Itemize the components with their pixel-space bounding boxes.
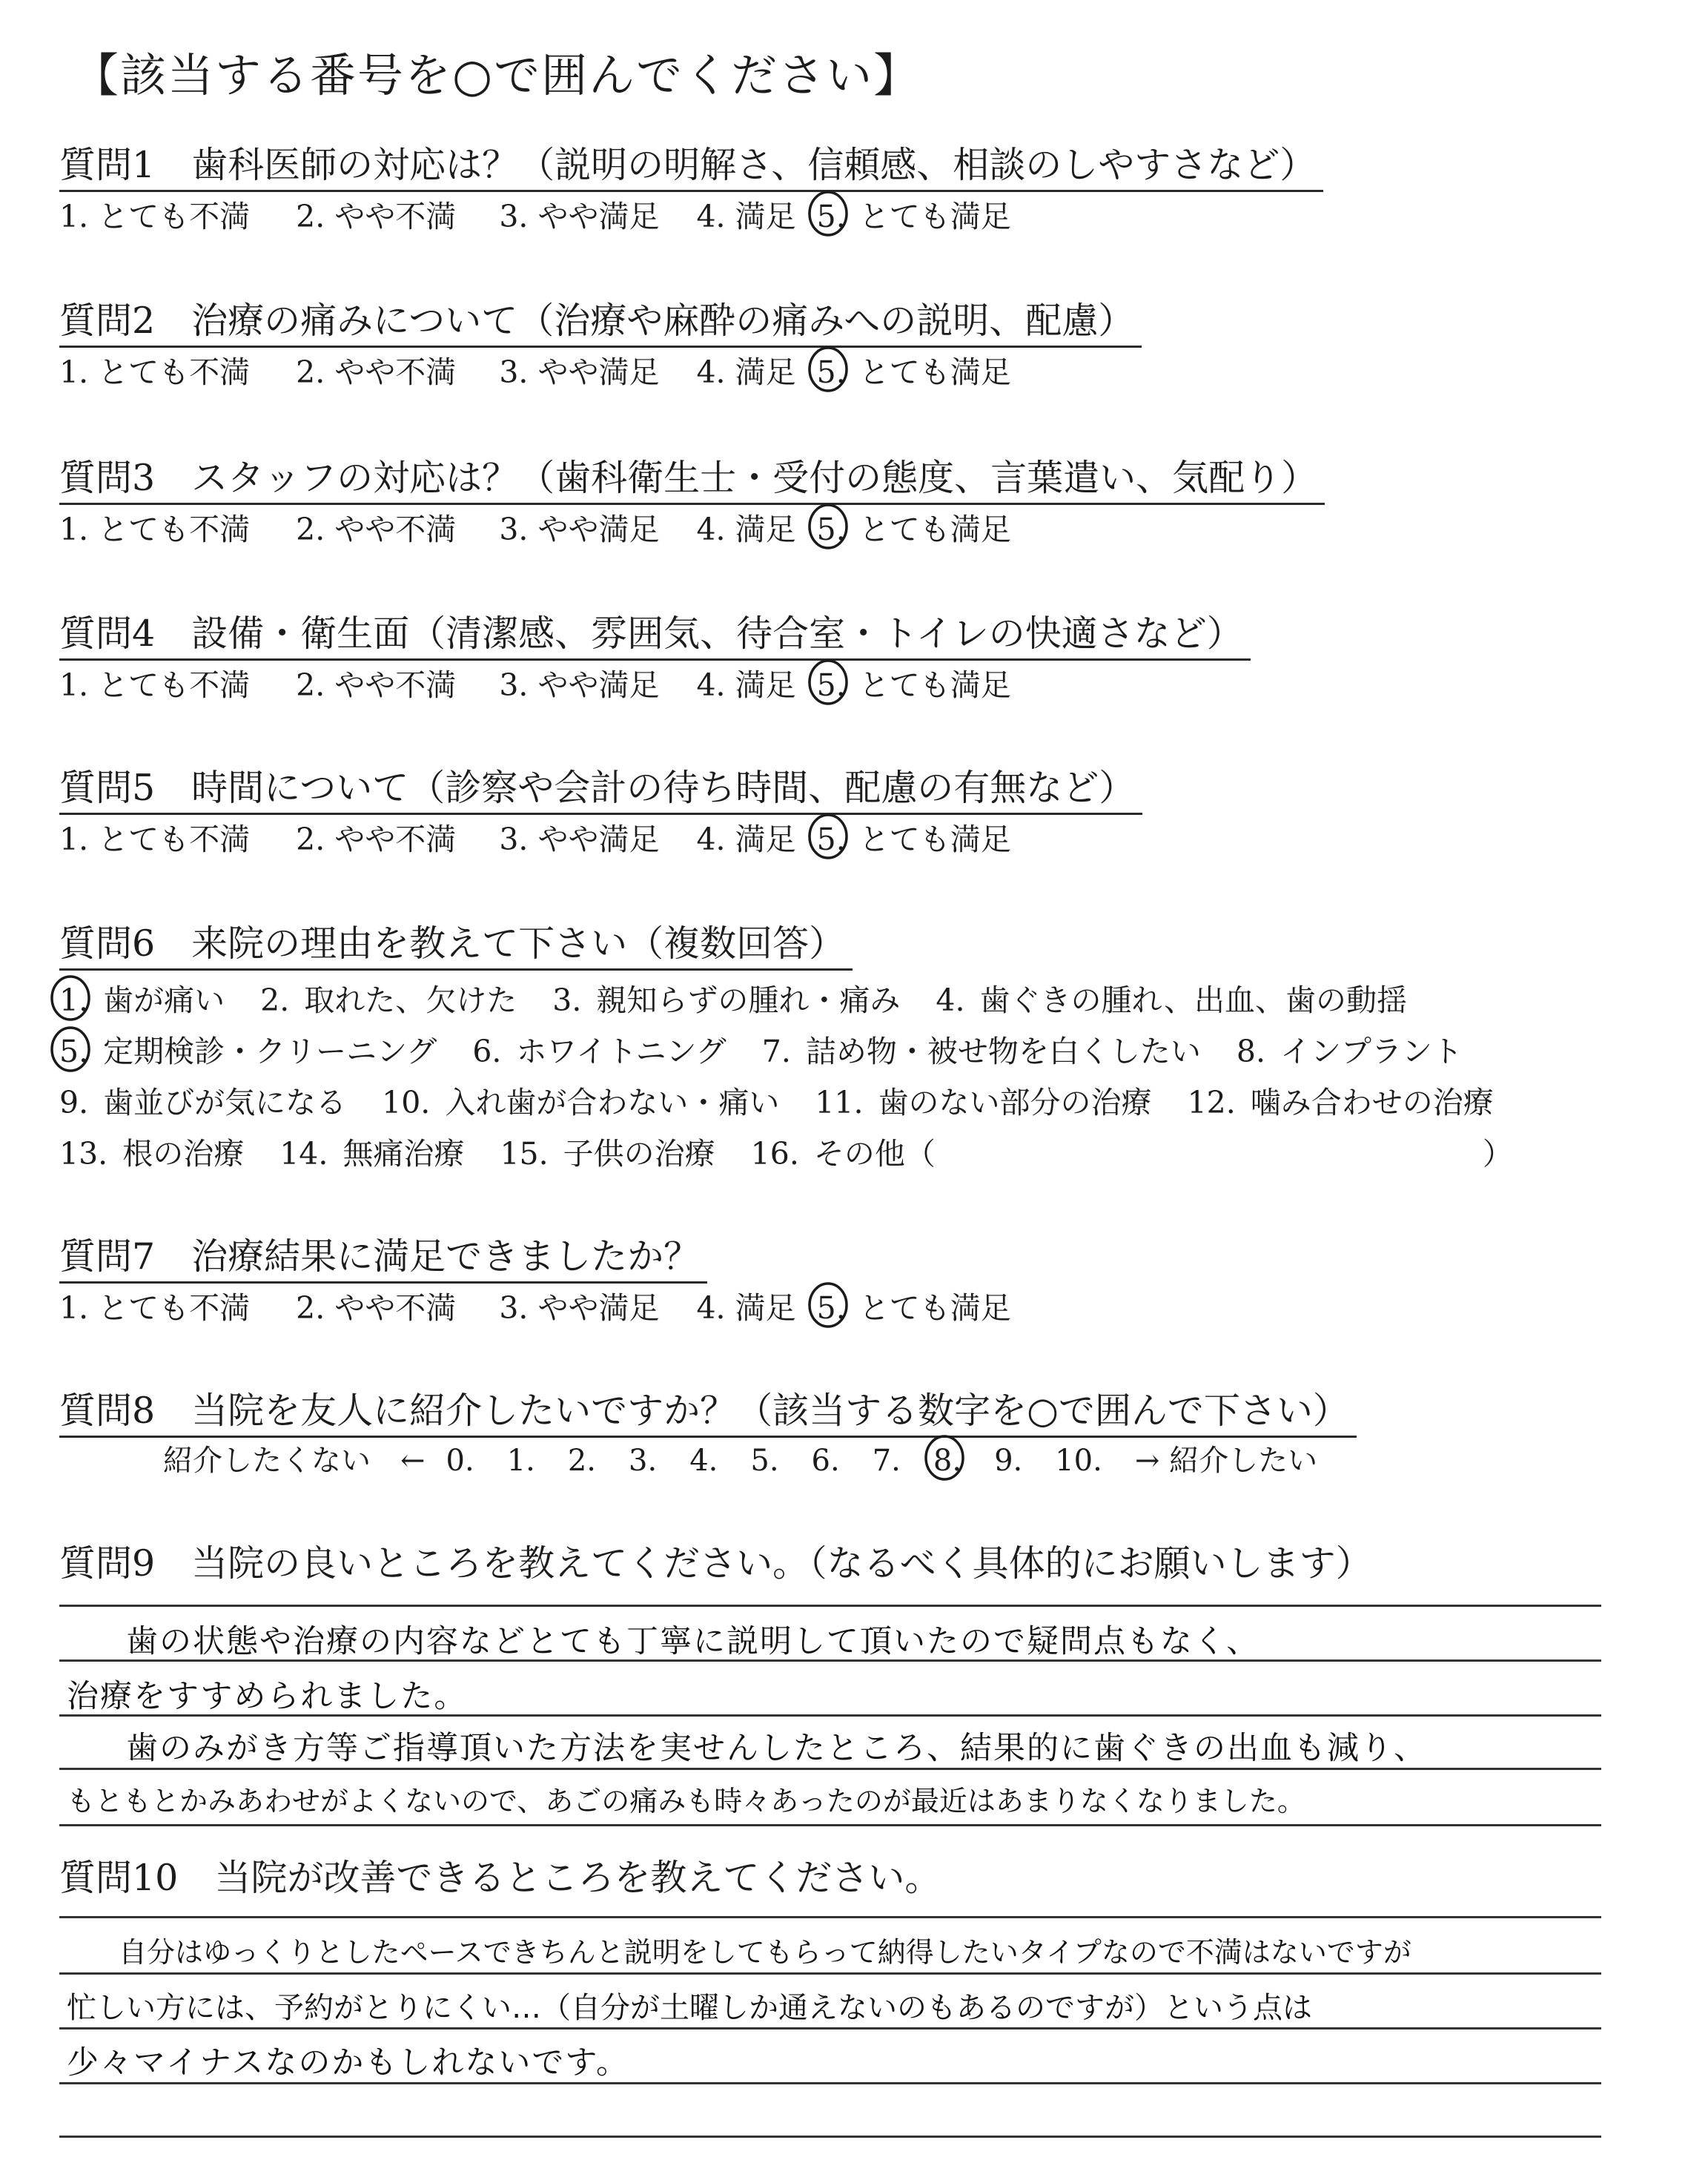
satisfaction-option[interactable] [296,506,456,552]
reason-label: その他（ ） [813,1136,1513,1172]
scale-value[interactable] [1055,1438,1102,1484]
scale-value[interactable] [750,1438,778,1484]
reason-option[interactable] [382,1080,779,1132]
scale-value[interactable] [994,1438,1022,1484]
satisfaction-option[interactable] [696,349,795,395]
reason-label: 定期検診・クリーニング [103,1034,437,1069]
question-title: 質問4 設備・衛生面（清潔感、雰囲気、待合室・トイレの快適さなど） [59,610,1251,661]
reason-number: 8. [1236,1034,1265,1069]
handwritten-answer-line: 自分はゆっくりとしたペースできちんと説明をしてもらって納得したいタイプなので不満はないですが [119,1936,1411,1969]
scale-value[interactable] [568,1438,596,1484]
reason-number: 10. [382,1085,431,1120]
question-title: 質問7 治療結果に満足できましたか？ [59,1232,707,1284]
reason-label: 取れた、欠けた [304,982,517,1018]
reason-label: 入れ歯が合わない・痛い [445,1085,780,1120]
reason-label: ホワイトニング [516,1034,726,1069]
option-label: 5. [816,667,846,703]
reason-label: 歯のない部分の治療 [878,1085,1152,1120]
option-label: 5. [816,1290,846,1326]
reason-option[interactable] [762,1029,1201,1080]
question-6-title: 質問6 来院の理由を教えて下さい（複数回答） [59,919,853,971]
satisfaction-option[interactable] [817,349,846,395]
reason-option[interactable] [59,978,225,1029]
reason-label: 無痛治療 [342,1136,465,1172]
satisfaction-option[interactable] [817,662,846,708]
hand-drawn-circle-icon [49,974,92,1023]
question-8-title: 質問8 当院を友人に紹介したいですか？（該当する数字を○で囲んで下さい） [59,1387,1357,1438]
option-label: 4. 満足 [696,512,796,547]
satisfaction-option[interactable] [59,1285,250,1331]
option-label: 1. とても不満 [59,1290,251,1326]
option-label: 2. やや不満 [296,822,457,857]
question-title: 質問5 時間について（診察や会計の待ち時間、配慮の有無など） [59,764,1142,815]
scale-value-label: 10. [1055,1444,1102,1478]
ruled-line [59,1824,1601,1826]
satisfaction-option[interactable] [499,194,659,240]
reason-option[interactable] [552,978,900,1029]
option-label: 2. やや不満 [296,354,457,390]
recommend-scale [163,1438,1357,1484]
question-title: 質問3 スタッフの対応は？（歯科衛生士・受付の態度、言葉遣い、気配り） [59,454,1325,505]
satisfaction-option[interactable] [296,194,456,240]
scale-value[interactable] [933,1438,961,1484]
ruled-line [59,2027,1601,2029]
reason-option[interactable] [751,1132,1513,1183]
option-label: 5. [816,199,846,234]
satisfaction-options [59,662,1251,708]
reason-label: 詰め物・被せ物を白くしたい [805,1034,1201,1069]
option-label: 3. やや満足 [499,512,660,547]
option-label: 5. [816,354,846,390]
question-10-answer-area [59,1913,1601,2158]
handwritten-answer-line: 治療をすすめられました。 [67,1678,468,1715]
handwritten-answer-line: もともとかみあわせがよくないので、あごの痛みも時々あったのが最近はあまりなくなりました。 [67,1785,1305,1817]
reason-option[interactable] [472,1029,726,1080]
reason-row [59,978,1549,1029]
option-label: とても満足 [858,1290,1011,1326]
scale-left-label: 紹介したくない ← [163,1444,426,1478]
scale-value-label: 2. [567,1444,597,1478]
reason-row [59,1029,1549,1080]
question-9-answer-area [59,1602,1601,1869]
reason-label: 親知らずの腫れ・痛み [596,982,901,1018]
option-label: 5. [816,512,846,547]
reason-label: 歯ぐきの腫れ、出血、歯の動揺 [979,982,1407,1018]
scale-value-label: 9. [994,1444,1023,1478]
reason-option[interactable] [59,1029,437,1080]
satisfaction-option[interactable] [59,662,250,708]
option-label: 4. 満足 [696,354,796,390]
question-title: 質問2 治療の痛みについて（治療や麻酔の痛みへの説明、配慮） [59,297,1142,348]
satisfaction-option[interactable] [817,506,846,552]
reason-option[interactable] [279,1132,464,1183]
option-label: 2. やや不満 [296,512,457,547]
handwritten-answer-line: 少々マイナスなのかもしれないです。 [67,2044,629,2081]
satisfaction-options [59,816,1142,862]
reason-number: 12. [1187,1085,1236,1120]
question-10 [59,1854,948,1903]
question-6-options [59,978,1549,1183]
question-10-title: 質問10 当院が改善できるところを教えてください。 [59,1857,941,1899]
question-title: 質問1 歯科医師の対応は？（説明の明解さ、信頼感、相談のしやすさなど） [59,141,1323,192]
option-label: 1. とても不満 [59,512,251,547]
reason-option[interactable] [815,1080,1151,1132]
reason-number: 2. [260,982,290,1018]
scale-value-label: 3. [629,1444,658,1478]
option-label: 3. やや満足 [499,822,660,857]
reason-number: 4. [936,982,965,1018]
satisfaction-option[interactable] [59,506,250,552]
reason-number: 13. [59,1136,108,1172]
satisfaction-option[interactable] [296,816,456,862]
satisfaction-option[interactable] [499,816,659,862]
satisfaction-option[interactable] [499,506,659,552]
option-label: 4. 満足 [696,199,796,234]
satisfaction-option[interactable] [859,662,1011,708]
reason-number: 9. [59,1085,89,1120]
handwritten-answer-line: 歯のみがき方等ご指導頂いた方法を実せんしたところ、結果的に歯ぐきの出血も減り、 [126,1730,1427,1767]
ruled-line [59,2136,1601,2138]
option-label: 3. やや満足 [499,667,660,703]
handwritten-answer-line: 忙しい方には、予約がとりにくい…（自分が土曜しか通えないのもあるのですが）という点は [67,1991,1312,2025]
question-5 [59,764,1142,862]
reason-option[interactable] [1188,1080,1494,1132]
option-label: 4. 満足 [696,822,796,857]
satisfaction-option[interactable] [817,1285,846,1331]
scale-value-label: 8. [933,1438,961,1484]
reason-number: 7. [761,1034,791,1069]
satisfaction-option[interactable] [696,1285,795,1331]
option-label: 5. [816,822,846,857]
reason-number: 6. [472,1034,502,1069]
hand-drawn-circle-icon [923,1433,966,1482]
scale-value-label: 0. [446,1444,474,1478]
option-label: とても満足 [858,199,1011,234]
handwritten-answer-line: 歯の状態や治療の内容などとても丁寧に説明して頂いたので疑問点もなく、 [126,1623,1260,1660]
satisfaction-option[interactable] [696,506,795,552]
question-3 [59,454,1325,552]
ruled-line [59,1605,1601,1607]
option-label: 1. とても不満 [59,354,251,390]
satisfaction-option[interactable] [59,194,250,240]
satisfaction-option[interactable] [296,1285,456,1331]
option-label: 4. 満足 [696,1290,796,1326]
satisfaction-option[interactable] [696,816,795,862]
reason-option[interactable] [59,1132,244,1183]
scale-value-label: 1. [506,1444,535,1478]
option-label: とても満足 [858,667,1011,703]
question-9 [59,1539,1380,1588]
question-1 [59,141,1323,240]
reason-label: 根の治療 [122,1136,245,1172]
satisfaction-option[interactable] [696,662,795,708]
scale-value[interactable] [689,1438,718,1484]
satisfaction-option[interactable] [696,194,795,240]
reason-option[interactable] [1237,1029,1463,1080]
satisfaction-options [59,194,1323,240]
page-title: 【該当する番号を○で囲んでください】 [73,48,921,102]
satisfaction-options [59,349,1142,395]
reason-label: 噛み合わせの治療 [1250,1085,1494,1120]
scale-value-label: 5. [750,1444,779,1478]
reason-number: 16. [750,1136,799,1172]
satisfaction-option[interactable] [499,349,659,395]
question-4 [59,610,1251,708]
reason-label: 歯が痛い [103,982,225,1018]
option-label: 2. やや不満 [296,667,457,703]
reason-row [59,1080,1549,1132]
scale-right-label: → 紹介したい [1134,1444,1318,1478]
reason-option[interactable] [500,1132,715,1183]
satisfaction-option[interactable] [59,349,250,395]
reason-label: インプラント [1280,1034,1463,1069]
scale-value[interactable] [873,1438,901,1484]
reason-number: 1. [59,978,88,1023]
satisfaction-option[interactable] [859,506,1011,552]
option-label: 1. とても不満 [59,199,251,234]
question-6 [59,919,1549,1183]
satisfaction-option[interactable] [296,662,456,708]
scale-value-label: 7. [872,1444,901,1478]
question-2 [59,297,1142,395]
satisfaction-options [59,1285,1011,1331]
option-label: 1. とても不満 [59,667,251,703]
reason-option[interactable] [59,1080,346,1132]
option-label: とても満足 [858,354,1011,390]
option-label: とても満足 [858,512,1011,547]
reason-number: 15. [500,1136,549,1172]
scale-value-label: 6. [811,1444,840,1478]
hand-drawn-circle-icon [49,1025,92,1074]
reason-option[interactable] [260,978,517,1029]
reason-label: 子供の治療 [563,1136,715,1172]
scale-value[interactable] [446,1438,474,1484]
option-label: 3. やや満足 [499,199,660,234]
option-label: 2. やや不満 [296,1290,457,1326]
ruled-line [59,1972,1601,1975]
satisfaction-option[interactable] [859,816,1011,862]
option-label: 2. やや不満 [296,199,457,234]
satisfaction-option[interactable] [59,816,250,862]
reason-label: 歯並びが気になる [103,1085,347,1120]
reason-number: 3. [552,982,582,1018]
option-label: 1. とても不満 [59,822,251,857]
satisfaction-option[interactable] [817,816,846,862]
satisfaction-option[interactable] [499,1285,659,1331]
reason-option[interactable] [936,978,1407,1029]
ruled-line [59,1916,1601,1918]
satisfaction-option[interactable] [296,349,456,395]
option-label: 4. 満足 [696,667,796,703]
question-8 [59,1387,1357,1484]
satisfaction-option[interactable] [859,1285,1011,1331]
option-label: 3. やや満足 [499,354,660,390]
question-7 [59,1232,1011,1331]
option-label: 3. やや満足 [499,1290,660,1326]
reason-number: 11. [815,1085,864,1120]
reason-number: 14. [279,1136,328,1172]
satisfaction-option[interactable] [859,194,1011,240]
satisfaction-options [59,506,1325,552]
scale-value[interactable] [812,1438,840,1484]
option-label: とても満足 [858,822,1011,857]
scale-value[interactable] [507,1438,535,1484]
satisfaction-option[interactable] [859,349,1011,395]
scale-value-label: 4. [689,1444,718,1478]
satisfaction-option[interactable] [499,662,659,708]
scale-value[interactable] [629,1438,657,1484]
reason-number: 5. [59,1029,88,1074]
question-9-title: 質問9 当院の良いところを教えてください。（なるべく具体的にお願いします） [59,1542,1372,1585]
satisfaction-option[interactable] [817,194,846,240]
reason-row [59,1132,1549,1183]
